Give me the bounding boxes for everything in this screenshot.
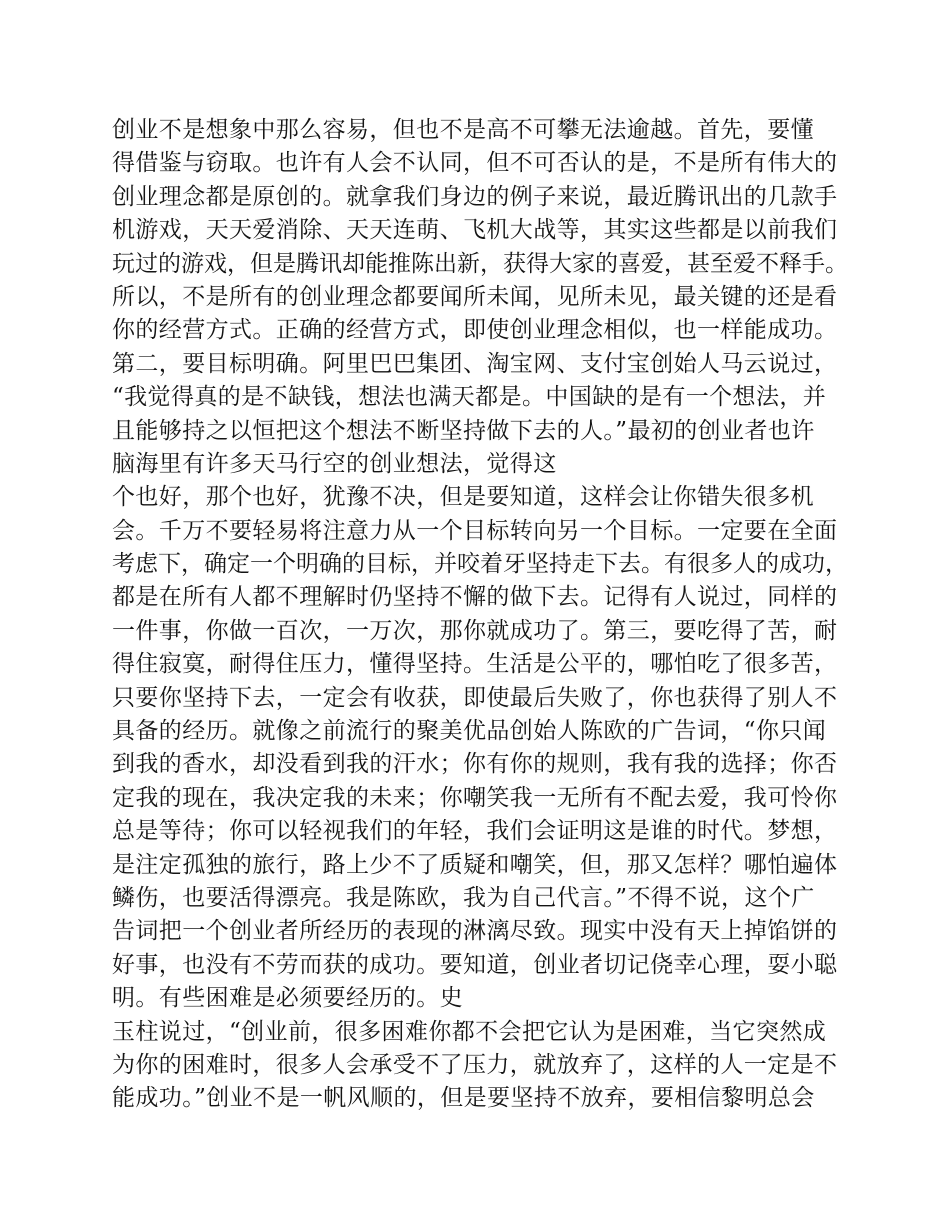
text-line: 定我的现在，我决定我的未来；你嘲笑我一无所有不配去爱，我可怜你	[112, 784, 838, 811]
text-line: 创业理念都是原创的。就拿我们身边的例子来说，最近腾讯出的几款手	[112, 183, 838, 210]
text-line: 第二，要目标明确。阿里巴巴集团、淘宝网、支付宝创始人马云说过，	[112, 350, 838, 377]
text-line: 只要你坚持下去，一定会有收获，即使最后失败了，你也获得了别人不	[112, 684, 838, 711]
text-line: 都是在所有人都不理解时仍坚持不懈的做下去。记得有人说过，同样的	[112, 584, 838, 611]
text-line: 一件事，你做一百次，一万次，那你就成功了。第三，要吃得了苦，耐	[112, 617, 838, 644]
text-line: 是注定孤独的旅行，路上少不了质疑和嘲笑，但，那又怎样？哪怕遍体	[112, 851, 838, 878]
text-line: 鳞伤，也要活得漂亮。我是陈欧，我为自己代言。”不得不说，这个广	[112, 884, 815, 911]
text-line: 得借鉴与窃取。也许有人会不认同，但不可否认的是，不是所有伟大的	[112, 150, 838, 177]
text-line: 玩过的游戏，但是腾讯却能推陈出新，获得大家的喜爱，甚至爱不释手。	[112, 250, 848, 277]
text-line: 能成功。”创业不是一帆风顺的，但是要坚持不放弃，要相信黎明总会	[112, 1085, 815, 1112]
text-line: 为你的困难时，很多人会承受不了压力，就放弃了，这样的人一定是不	[112, 1051, 838, 1078]
text-line: 创业不是想象中那么容易，但也不是高不可攀无法逾越。首先，要懂	[112, 117, 814, 143]
text-line: 明。有些困难是必须要经历的。史	[112, 985, 463, 1012]
text-line: 好事，也没有不劳而获的成功。要知道，创业者切记侥幸心理，耍小聪	[112, 951, 838, 978]
text-line: 个也好，那个也好，犹豫不决，但是要知道，这样会让你错失很多机	[112, 484, 814, 511]
text-line: 玉柱说过，“创业前，很多困难你都不会把它认为是困难，当它突然成	[112, 1018, 827, 1045]
text-line: 脑海里有许多天马行空的创业想法，觉得这	[112, 450, 557, 477]
text-line: 考虑下，确定一个明确的目标，并咬着牙坚持走下去。有很多人的成功，	[112, 551, 848, 578]
text-line: 总是等待；你可以轻视我们的年轻，我们会证明这是谁的时代。梦想，	[112, 818, 838, 845]
text-line: 你的经营方式。正确的经营方式，即使创业理念相似，也一样能成功。	[112, 317, 838, 344]
text-line: 告词把一个创业者所经历的表现的淋漓尽致。现实中没有天上掉馅饼的	[112, 918, 838, 945]
text-line: 且能够持之以恒把这个想法不断坚持做下去的人。”最初的创业者也许	[112, 417, 815, 444]
text-line: 所以，不是所有的创业理念都要闻所未闻，见所未见，最关键的还是看	[112, 283, 838, 310]
text-line: “我觉得真的是不缺钱，想法也满天都是。中国缺的是有一个想法，并	[112, 384, 827, 411]
text-line: 具备的经历。就像之前流行的聚美优品创始人陈欧的广告词，“你只闻	[112, 718, 827, 745]
text-line: 会。千万不要轻易将注意力从一个目标转向另一个目标。一定要在全面	[112, 517, 838, 544]
text-line: 到我的香水，却没看到我的汗水；你有你的规则，我有我的选择；你否	[112, 751, 838, 778]
text-line: 机游戏，天天爱消除、天天连萌、飞机大战等，其实这些都是以前我们	[112, 217, 838, 244]
body-text	[112, 114, 852, 1116]
text-line: 得住寂寞，耐得住压力，懂得坚持。生活是公平的，哪怕吃了很多苦，	[112, 651, 838, 678]
